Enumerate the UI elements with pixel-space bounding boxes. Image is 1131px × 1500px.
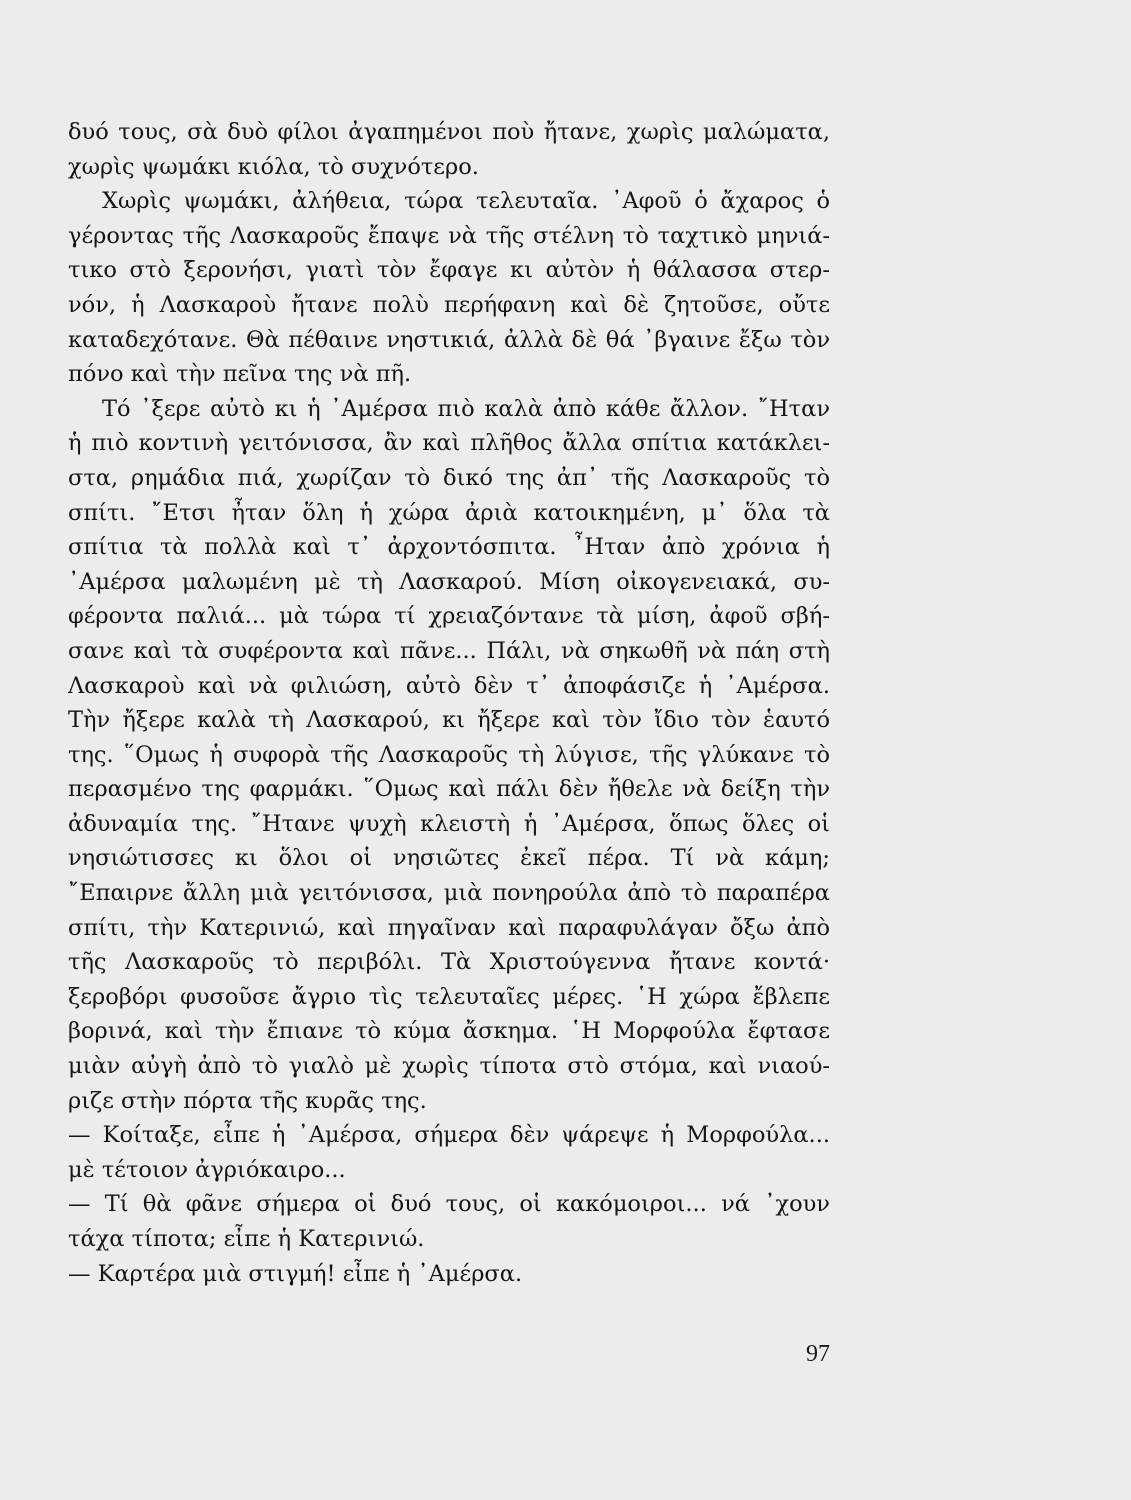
text-line: — Τί θὰ φᾶνε σήμερα οἱ δυό τους, οἱ κακόμοιροι... νά ᾿χουν	[68, 1191, 830, 1218]
text-line: περασμένο της φαρμάκι. ῞Ομως καὶ πάλι δὲν ἤθελε νὰ δείξη τὴν	[68, 776, 830, 803]
text-line: τικο στὸ ξερονήσι, γιατὶ τὸν ἔφαγε κι αὐτὸν ἡ θάλασσα στερ-	[68, 257, 830, 284]
text-line: τάχα τίποτα; εἶπε ἡ Κατερινιώ.	[68, 1226, 425, 1252]
text-line: γέροντας τῆς Λασκαροῦς ἔπαψε νὰ τῆς στέλνη τὸ ταχτικὸ μηνιά-	[68, 222, 830, 249]
text-line: — Κοίταξε, εἶπε ἡ ᾿Αμέρσα, σήμερα δὲν ψάρεψε ἡ Μορφούλα...	[68, 1122, 830, 1149]
text-line: τῆς Λασκαροῦς τὸ περιβόλι. Τὰ Χριστούγεννα ἤτανε κοντά·	[68, 949, 830, 976]
text-line: ξεροβόρι φυσοῦσε ἄγριο τὶς τελευταῖες μέρες. ῾Η χώρα ἔβλεπε	[68, 983, 830, 1010]
text-line: δυό τους, σὰ δυὸ φίλοι ἀγαπημένοι ποὺ ἤτανε, χωρὶς μαλώματα,	[68, 119, 830, 145]
body-text	[68, 115, 830, 1291]
text-line: Λασκαροὺ καὶ νὰ φιλιώση, αὐτὸ δὲν τ᾿ ἀποφάσιζε ἡ ᾿Αμέρσα.	[68, 672, 830, 699]
text-line: Χωρὶς ψωμάκι, ἀλήθεια, τώρα τελευταῖα. ᾿Αφοῦ ὁ ἄχαρος ὁ	[102, 188, 830, 215]
text-line: ἡ πιὸ κοντινὴ γειτόνισσα, ἂν καὶ πλῆθος ἄλλα σπίτια κατάκλει-	[68, 430, 830, 457]
text-line: νόν, ἡ Λασκαροὺ ἤτανε πολὺ περήφανη καὶ δὲ ζητοῦσε, οὔτε	[68, 291, 830, 318]
text-line: πόνο καὶ τὴν πεῖνα της νὰ πῆ.	[68, 361, 412, 388]
text-line: — Καρτέρα μιὰ στιγμή! εἶπε ἡ ᾿Αμέρσα.	[68, 1260, 523, 1287]
text-line: ριζε στὴν πόρτα τῆς κυρᾶς της.	[68, 1087, 427, 1114]
text-line: νησιώτισσες κι ὅλοι οἱ νησιῶτες ἐκεῖ πέρα. Τί νὰ κάμη;	[68, 845, 830, 872]
text-line: Τὴν ἤξερε καλὰ τὴ Λασκαρού, κι ἤξερε καὶ τὸν ἴδιο τὸν ἑαυτό	[68, 707, 830, 734]
text-line: ᾿Αμέρσα μαλωμένη μὲ τὴ Λασκαρού. Μίση οἰκογενειακά, συ-	[68, 568, 830, 595]
text-line: της. ῞Ομως ἡ συφορὰ τῆς Λασκαροῦς τὴ λύγισε, τῆς γλύκανε τὸ	[68, 741, 830, 768]
text-line: χωρὶς ψωμάκι κιόλα, τὸ συχνότερο.	[68, 153, 479, 180]
text-line: σανε καὶ τὰ συφέροντα καὶ πᾶνε... Πάλι, νὰ σηκωθῆ νὰ πάη στὴ	[68, 637, 830, 664]
text-line: ῎Επαιρνε ἄλλη μιὰ γειτόνισσα, μιὰ πονηρούλα ἀπὸ τὸ παραπέρα	[68, 880, 830, 907]
page-number: 97	[806, 1341, 830, 1367]
text-line: σπίτι, τὴν Κατερινιώ, καὶ πηγαῖναν καὶ παραφυλάγαν ὄξω ἀπὸ	[68, 914, 830, 941]
text-line: Τό ᾿ξερε αὐτὸ κι ἡ ᾿Αμέρσα πιὸ καλὰ ἀπὸ κάθε ἄλλον. ῎Ηταν	[102, 395, 830, 422]
text-line: σπίτι. ῎Ετσι ἦταν ὅλη ἡ χώρα ἀριὰ κατοικημένη, μ᾿ ὅλα τὰ	[68, 499, 830, 526]
text-line: καταδεχότανε. Θὰ πέθαινε νηστικιά, ἀλλὰ δὲ θά ᾿βγαινε ἔξω τὸν	[68, 326, 830, 353]
text-line: μιὰν αὐγὴ ἀπὸ τὸ γιαλὸ μὲ χωρὶς τίποτα στὸ στόμα, καὶ νιαού-	[68, 1053, 830, 1080]
text-line: φέροντα παλιά... μὰ τώρα τί χρειαζόντανε τὰ μίση, ἀφοῦ σβή-	[68, 603, 830, 630]
text-line: ἀδυναμία της. ῎Ητανε ψυχὴ κλειστὴ ἡ ᾿Αμέρσα, ὅπως ὅλες οἱ	[68, 810, 830, 837]
text-line: σπίτια τὰ πολλὰ καὶ τ᾿ ἀρχοντόσπιτα. ῏Ηταν ἀπὸ χρόνια ἡ	[68, 534, 830, 561]
text-line: μὲ τέτοιον ἀγριόκαιρο...	[68, 1156, 346, 1183]
text-line: βορινά, καὶ τὴν ἔπιανε τὸ κύμα ἄσκημα. ῾Η Μορφούλα ἔφτασε	[68, 1018, 830, 1045]
text-line: στα, ρημάδια πιά, χωρίζαν τὸ δικό της ἀπ᾿ τῆς Λασκαροῦς τὸ	[68, 464, 830, 491]
